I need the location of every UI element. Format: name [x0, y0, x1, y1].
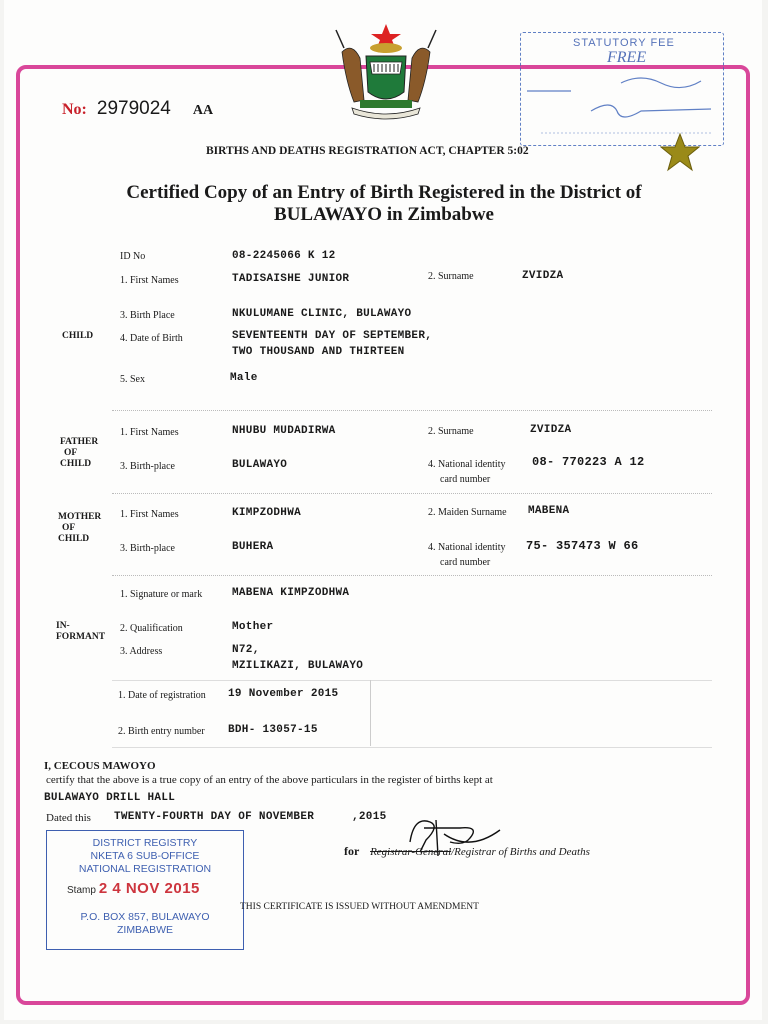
section-mother [58, 512, 101, 545]
office-stamp-line-2: NKETA 6 SUB-OFFICE [90, 850, 200, 862]
fee-stamp-scribble-icon [521, 63, 721, 143]
father-surname-label: 2. Surname [428, 426, 474, 437]
divider-child [112, 410, 712, 411]
informant-address-line-1: N72, [232, 644, 260, 656]
father-nid: 08- 770223 A 12 [532, 455, 645, 469]
divider-registration-bottom [112, 747, 712, 748]
informant-address-line-2: MZILIKAZI, BULAWAYO [232, 660, 364, 672]
mother-section-line-2: OF [62, 523, 76, 533]
divider-registration-top [112, 680, 712, 681]
office-stamp-line-3: NATIONAL REGISTRATION [78, 863, 212, 875]
title-line-1: Certified Copy of an Entry of Birth Registered in the District of [126, 182, 642, 203]
divider-father [112, 493, 712, 494]
father-first-names: NHUBU MUDADIRWA [232, 425, 336, 437]
father-section-line-3: CHILD [60, 459, 92, 469]
father-nid-label [428, 457, 506, 487]
child-first-names-label: 1. First Names [120, 275, 179, 286]
child-birth-place: NKULUMANE CLINIC, BULAWAYO [232, 308, 412, 320]
mother-nid-label-line-2: card number [440, 557, 491, 568]
registration-entry: BDH- 13057-15 [228, 724, 318, 736]
certification-statement: certify that the above is a true copy of an entry of the above particulars in the register of births kept at [46, 774, 493, 786]
district-registry-stamp [46, 830, 244, 950]
father-surname: ZVIDZA [530, 424, 572, 436]
registrar-general-struck: Registrar-General [370, 846, 452, 858]
divider-mother [112, 575, 712, 576]
gold-star-icon [660, 132, 700, 177]
informant-signature: MABENA KIMPZODHWA [232, 587, 350, 599]
certifying-officer: I, CECOUS MAWOYO [44, 760, 156, 772]
serial-number-label: No: [62, 101, 87, 118]
mother-section-line-1: MOTHER [58, 512, 102, 522]
mother-first-names: KIMPZODHWA [232, 507, 302, 519]
document-title [40, 182, 728, 226]
statutory-fee-stamp [520, 32, 724, 146]
dated-value: TWENTY-FOURTH DAY OF NOVEMBER [114, 811, 315, 823]
father-nid-label-line-2: card number [440, 474, 491, 485]
office-stamp-line-5: ZIMBABWE [116, 924, 173, 936]
mother-birth-place-label: 3. Birth-place [120, 543, 175, 554]
registration-act: BIRTHS AND DEATHS REGISTRATION ACT, CHAPTER 5:02 [206, 145, 529, 157]
father-birth-place-label: 3. Birth-place [120, 461, 175, 472]
mother-section-line-3: CHILD [58, 534, 90, 544]
informant-section-line-1: IN- [56, 621, 70, 631]
dated-year: ,2015 [352, 811, 387, 823]
mother-first-names-label: 1. First Names [120, 509, 179, 520]
child-birth-place-label: 3. Birth Place [120, 310, 175, 321]
registration-date-label: 1. Date of registration [118, 690, 206, 701]
father-section-line-2: OF [64, 448, 78, 458]
informant-qualification-label: 2. Qualification [120, 623, 183, 634]
child-dob-line-1: SEVENTEENTH DAY OF SEPTEMBER, [232, 330, 433, 342]
title-line-2: BULAWAYO in Zimbabwe [274, 204, 494, 225]
child-sex: Male [230, 372, 258, 384]
dated-label: Dated this [46, 812, 91, 824]
child-id-label: ID No [120, 251, 146, 262]
child-surname-label: 2. Surname [428, 271, 474, 282]
father-section-line-1: FATHER [60, 437, 99, 447]
divider-registration-vertical [370, 680, 371, 746]
child-dob-label: 4. Date of Birth [120, 333, 183, 344]
section-child: CHILD [62, 331, 94, 341]
child-sex-label: 5. Sex [120, 374, 145, 385]
fee-stamp-label: STATUTORY FEE [573, 37, 675, 49]
informant-signature-label: 1. Signature or mark [120, 589, 203, 600]
mother-birth-place: BUHERA [232, 541, 274, 553]
child-first-names: TADISAISHE JUNIOR [232, 273, 350, 285]
registration-entry-label: 2. Birth entry number [118, 726, 205, 737]
serial-suffix: AA [192, 103, 214, 118]
fee-stamp-value: FREE [607, 49, 647, 66]
serial-number: 2979024 [96, 98, 171, 119]
amendment-notice: THIS CERTIFICATE IS ISSUED WITHOUT AMENDMENT [240, 902, 479, 912]
mother-nid-label-line-1: 4. National identity [428, 542, 506, 553]
mother-nid-label [428, 540, 506, 570]
office-stamp-line-1: DISTRICT REGISTRY [92, 837, 198, 849]
father-nid-label-line-1: 4. National identity [428, 459, 506, 470]
mother-nid: 75- 357473 W 66 [526, 539, 639, 553]
informant-qualification: Mother [232, 621, 274, 633]
coat-of-arms-emblem [330, 22, 442, 122]
certification-place: BULAWAYO DRILL HALL [44, 792, 176, 804]
child-id-value: 08-2245066 K 12 [232, 250, 336, 262]
father-first-names-label: 1. First Names [120, 427, 179, 438]
office-stamp-date: 2 4 NOV 2015 [98, 880, 200, 897]
father-birth-place: BULAWAYO [232, 459, 288, 471]
office-stamp-line-4: P.O. BOX 857, BULAWAYO [80, 911, 210, 923]
child-surname: ZVIDZA [522, 270, 564, 282]
office-stamp-label: Stamp [67, 885, 96, 896]
for-label: for [344, 844, 360, 858]
section-father [60, 437, 98, 470]
informant-address-label: 3. Address [120, 646, 163, 657]
registration-date: 19 November 2015 [228, 688, 339, 700]
registrar-signature-line [344, 844, 590, 859]
child-dob-line-2: TWO THOUSAND AND THIRTEEN [232, 346, 405, 358]
mother-maiden-label: 2. Maiden Surname [428, 507, 507, 518]
registrar-title: /Registrar of Births and Deaths [451, 846, 590, 858]
informant-section-line-2: FORMANT [56, 632, 106, 642]
section-informant [56, 621, 105, 643]
mother-maiden: MABENA [528, 505, 570, 517]
